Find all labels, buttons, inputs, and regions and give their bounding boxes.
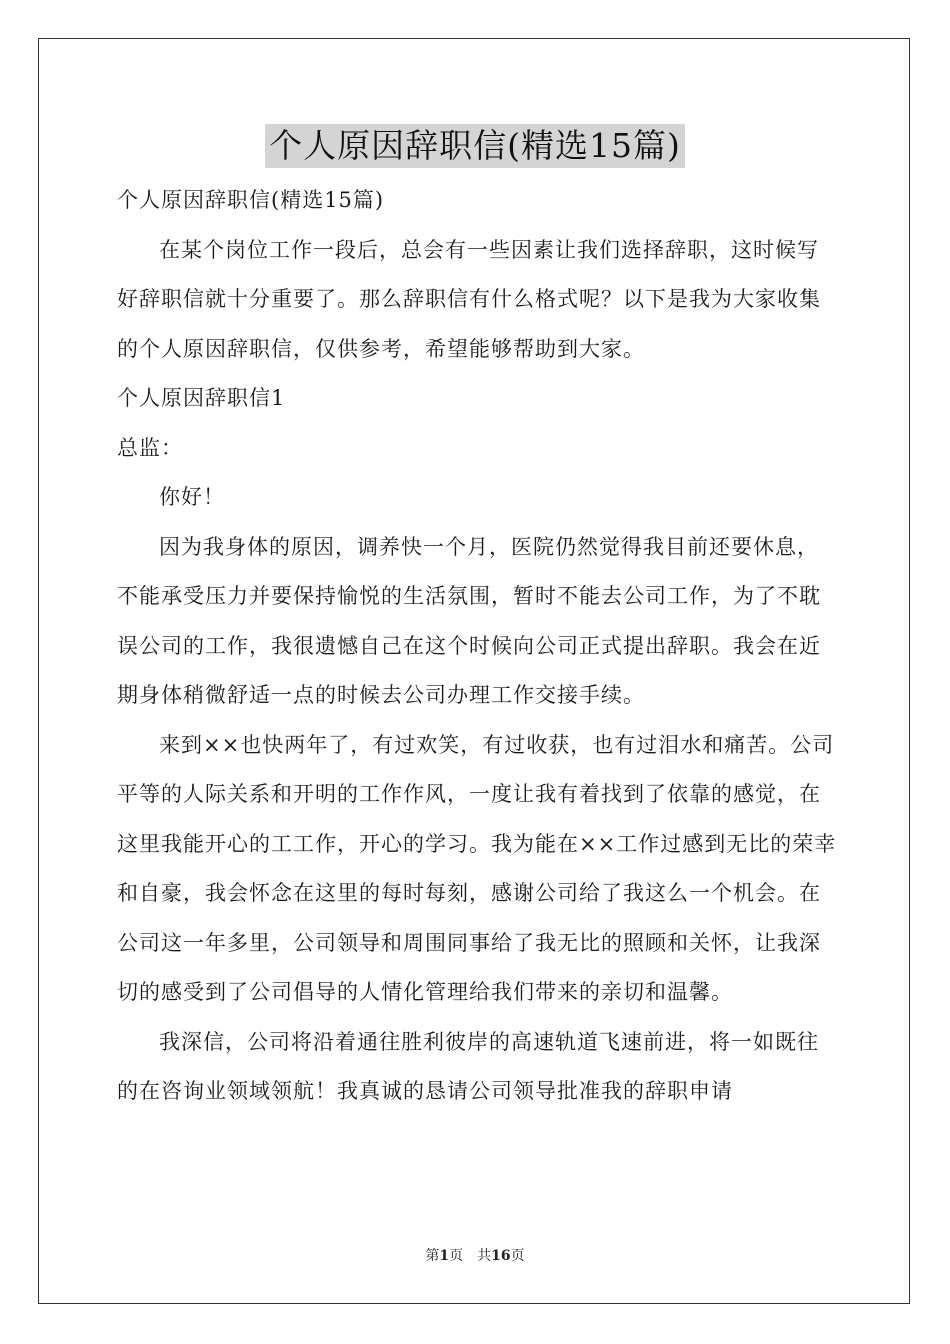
footer-total-pages: 16 [491,1248,511,1264]
section-heading: 个人原因辞职信1 [117,386,286,410]
body-paragraph-3: 我深信，公司将沿着通往胜利彼岸的高速轨道飞速前进，将一如既往的在咨询业领域领航！我真诚的恳请公司领导批准我的辞职申请 [117,1029,819,1103]
document-body [117,176,837,1117]
body-paragraph-2: 来到××也快两年了，有过欢笑，有过收获，也有过泪水和痛苦。公司平等的人际关系和开明的工作作风，一度让我有着找到了依靠的感觉，在这里我能开心的工工作，开心的学习。我为能在××工作过感到无比的荣幸和自豪，我会怀念在这里的每时每刻，感谢公司给了我这么一个机会。在公司这一年多里，公司领导和周围同事给了我无比的照顾和关怀，让我深切的感受到了公司倡导的人情化管理给我们带来的亲切和温馨。 [117,732,837,1004]
footer-page-suffix: 页 [510,1248,525,1264]
footer-page-number: 1 [439,1248,450,1264]
page-footer [0,1245,950,1265]
footer-page-prefix: 第 [425,1248,440,1264]
intro-paragraph: 在某个岗位工作一段后，总会有一些因素让我们选择辞职，这时候写好辞职信就十分重要了。那么辞职信有什么格式呢？以下是我为大家收集的个人原因辞职信，仅供参考，希望能够帮助到大家。 [117,237,821,361]
greeting: 你好！ [159,485,225,509]
salutation: 总监： [117,435,183,460]
title-container [0,124,950,168]
subtitle: 个人原因辞职信(精选15篇) [117,188,385,212]
body-paragraph-1: 因为我身体的原因，调养快一个月，医院仍然觉得我目前还要休息，不能承受压力并要保持愉悦的生活氛围，暂时不能去公司工作，为了不耽误公司的工作，我很遗憾自己在这个时候向公司正式提出辞职。我会在近期身体稍微舒适一点的时候去公司办理工作交接手续。 [117,534,821,707]
footer-page-mid: 页 共 [449,1248,492,1264]
document-title: 个人原因辞职信(精选15篇) [265,124,685,168]
